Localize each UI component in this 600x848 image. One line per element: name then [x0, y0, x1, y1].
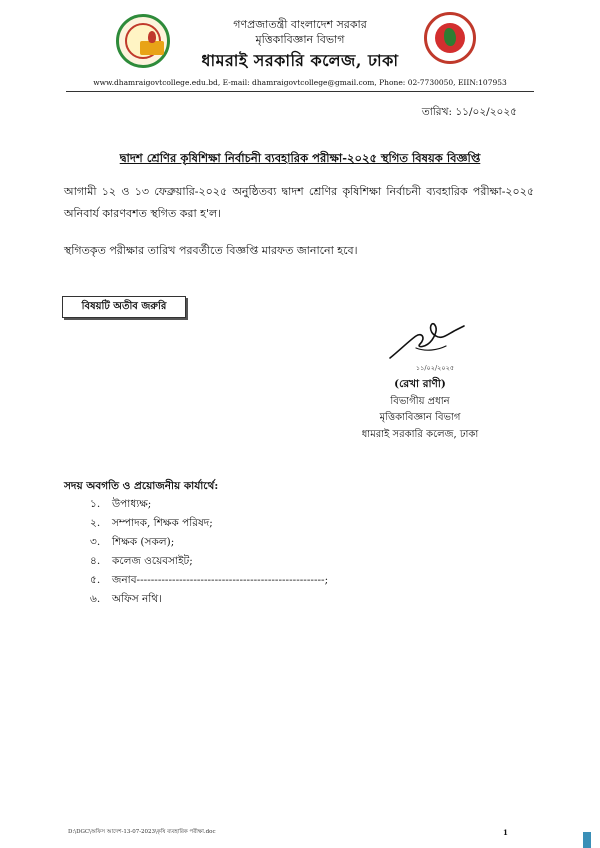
signatory-title: বিভাগীয় প্রধান: [390, 396, 450, 407]
list-item: [90, 552, 328, 571]
recipients-title: সদয় অবগতি ও প্রয়োজনীয় কার্যার্থে:: [64, 480, 219, 492]
list-item-text: সম্পাদক, শিক্ষক পরিষদ;: [112, 517, 213, 529]
list-item: [90, 514, 328, 533]
college-name: ধামরাই সরকারি কলেজ, ঢাকা: [201, 51, 399, 70]
list-item: [90, 571, 328, 590]
list-item-text: শিক্ষক (সকল);: [112, 536, 175, 548]
list-item-number: ৬.: [90, 593, 101, 605]
list-item-number: ২.: [90, 517, 101, 529]
signature-date: ১১/০২/২০২৫: [415, 364, 455, 372]
urgent-label-box: বিষয়টি অতীব জরুরি: [62, 296, 186, 318]
signatory-name: (রেখা রাণী): [394, 378, 446, 390]
list-item-number: ৩.: [90, 536, 101, 548]
list-item: [90, 495, 328, 514]
footer-file-path: D:\DGC\অফিস আদেশ-13-07-2023\কৃষি ব্যবহারিক পরীক্ষা.doc: [68, 829, 216, 835]
scrollbar-edge[interactable]: [583, 832, 591, 848]
list-item: [90, 590, 328, 609]
govt-line: গণপ্রজাতন্ত্রী বাংলাদেশ সরকার: [233, 18, 367, 31]
list-item-number: ১.: [90, 498, 101, 510]
list-item-text: অফিস নথি।: [112, 593, 162, 605]
page-number: 1: [503, 828, 508, 837]
notice-subject: দ্বাদশ শ্রেণির কৃষিশিক্ষা নির্বাচনী ব্যবহারিক পরীক্ষা-২০২৫ স্থগিত বিষয়ক বিজ্ঞপ্তি: [119, 151, 481, 165]
list-item-number: ৫.: [90, 574, 101, 586]
list-item-number: ৪.: [90, 555, 101, 567]
body-paragraph-2: স্থগিতকৃত পরীক্ষার তারিখ পরবর্তীতে বিজ্ঞপ্তি মারফত জানানো হবে।: [64, 244, 358, 257]
recipients-list: [90, 495, 328, 609]
list-item: [90, 533, 328, 552]
handwritten-signature: [386, 318, 468, 364]
list-item-text: কলেজ ওয়েবসাইট;: [112, 555, 193, 567]
notice-date: তারিখ: ১১/০২/২০২৫: [421, 106, 517, 118]
body-paragraph-1: আগামী ১২ ও ১৩ ফেব্রুয়ারি-২০২৫ অনুষ্ঠিতব্য দ্বাদশ শ্রেণির কৃষিশিক্ষা নির্বাচনী ব্যবহারিক পরীক্ষা-২০২৫ অনিবার্য কারণবশত স্থগিত করা হ'ল।: [64, 185, 534, 220]
department-line: মৃত্তিকাবিজ্ঞান বিভাগ: [255, 33, 345, 46]
list-item-text: উপাধ্যক্ষ;: [112, 498, 152, 510]
signatory-department: মৃত্তিকাবিজ্ঞান বিভাগ: [379, 412, 461, 423]
contact-line: www.dhamraigovtcollege.edu.bd, E-mail: dhamraigovtcollege@gmail.com, Phone: 02-7730050, EIIN:107953: [93, 78, 507, 87]
signatory-college: ধামরাই সরকারি কলেজ, ঢাকা: [361, 429, 479, 440]
list-item-text: জনাব-----------------------------------------------------;: [112, 574, 329, 586]
header-divider: [66, 91, 534, 92]
